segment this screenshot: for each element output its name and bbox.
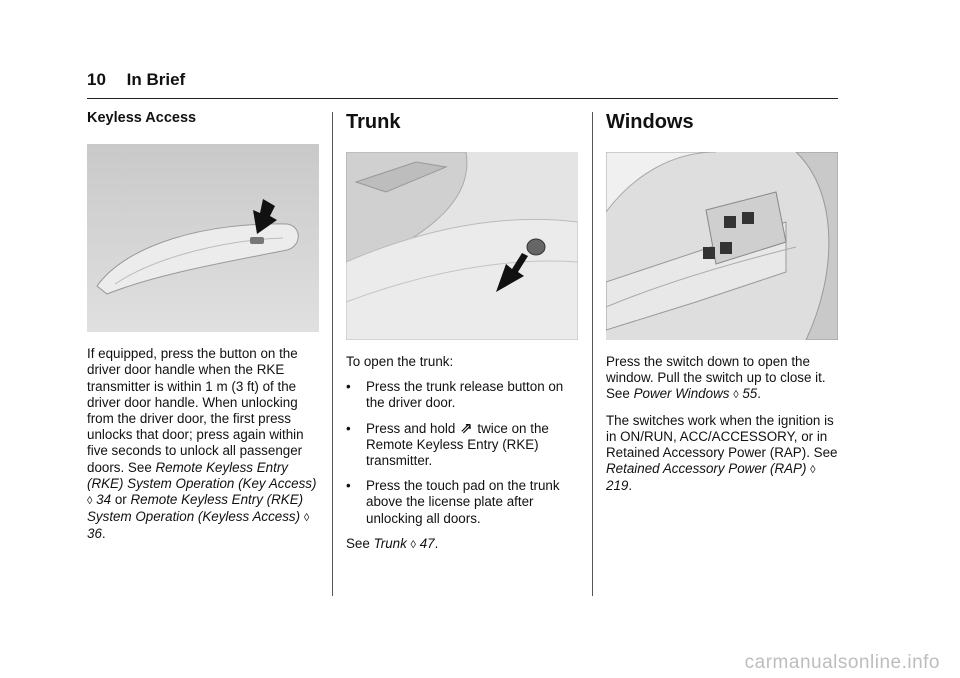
ref-page-34[interactable]: 34 bbox=[96, 492, 112, 508]
ref-rke-keyless-access[interactable]: Remote Keyless Entry (RKE) System Operation (Keyless Access) bbox=[87, 492, 304, 525]
ref-power-windows[interactable]: Power Windows bbox=[633, 386, 730, 402]
ref-rke-key-access[interactable]: Remote Keyless Entry (RKE) System Operation (Key Access) bbox=[87, 459, 317, 491]
column-trunk bbox=[346, 110, 579, 562]
ref-page-219[interactable]: 219 bbox=[606, 478, 629, 494]
column-keyless-access bbox=[87, 110, 320, 552]
list-item: • Press the trunk release button on the driver door. bbox=[346, 379, 564, 411]
bullet-icon: • bbox=[346, 420, 351, 436]
column-windows bbox=[606, 110, 839, 504]
window-switches-illustration bbox=[606, 152, 838, 340]
page-number: 10 bbox=[87, 70, 106, 89]
page-ref-icon: ◊ bbox=[410, 538, 416, 551]
trunk-intro: To open the trunk: bbox=[346, 354, 454, 369]
ref-retained-accessory-power[interactable]: Retained Accessory Power (RAP) bbox=[606, 461, 807, 477]
ref-page-36[interactable]: 36 bbox=[87, 526, 102, 542]
door-handle-illustration bbox=[87, 144, 319, 332]
trunk-bullet-list bbox=[346, 379, 579, 527]
ref-trunk[interactable]: Trunk bbox=[373, 535, 407, 551]
ref-page-47[interactable]: 47 bbox=[419, 535, 435, 551]
trunk-see-ref: See Trunk ◊ 47. bbox=[346, 535, 439, 551]
windows-text-1: Press the switch down to open the window. Pull the switch up to close it. See Power Windows ◊ 55. bbox=[606, 354, 826, 402]
section-title: In Brief bbox=[126, 70, 186, 89]
list-item: • Press and hold ⇗ twice on the Remote Keyless Entry (RKE) transmitter. bbox=[346, 419, 549, 469]
keyless-access-heading: Keyless Access bbox=[87, 110, 197, 126]
page-ref-icon: ◊ bbox=[810, 464, 816, 477]
page-ref-icon: ◊ bbox=[87, 495, 93, 508]
column-divider-2 bbox=[592, 112, 593, 596]
page-header bbox=[87, 70, 185, 90]
page-ref-icon: ◊ bbox=[733, 389, 739, 402]
column-divider-1 bbox=[332, 112, 333, 596]
windows-text-2: The switches work when the ignition is in ON/RUN, ACC/ACCESSORY, or in Retained Accessory Power (RAP). See Retained Accessory Power (RAP) ◊ 219. bbox=[606, 412, 838, 494]
trunk-release-key-icon: ⇗ bbox=[460, 419, 473, 437]
page-ref-icon: ◊ bbox=[303, 512, 310, 525]
list-item: • Press the touch pad on the trunk above the license plate after unlocking all doors. bbox=[346, 478, 560, 526]
windows-heading: Windows bbox=[606, 111, 694, 133]
ref-page-55[interactable]: 55 bbox=[742, 386, 758, 402]
header-divider bbox=[87, 98, 838, 99]
bullet-icon: • bbox=[346, 478, 351, 494]
trunk-release-button-illustration bbox=[346, 152, 578, 340]
trunk-heading: Trunk bbox=[346, 111, 401, 133]
bullet-icon: • bbox=[346, 379, 351, 395]
keyless-access-text: If equipped, press the button on the driver door handle when the RKE transmitter is within 1 m (3 ft) of the driver door handle. When unlocking from the driver door, the first press unlocks that door; press again within five seconds to unlock all passenger doors. See Remote Keyless Entry (RKE) System Operation (Key Access) ◊ 34 or Remote Keyless Entry (RKE) System Operation (Keyless Access) ◊ 36. bbox=[87, 346, 317, 542]
watermark-text: carmanualsonline.info bbox=[744, 652, 940, 673]
